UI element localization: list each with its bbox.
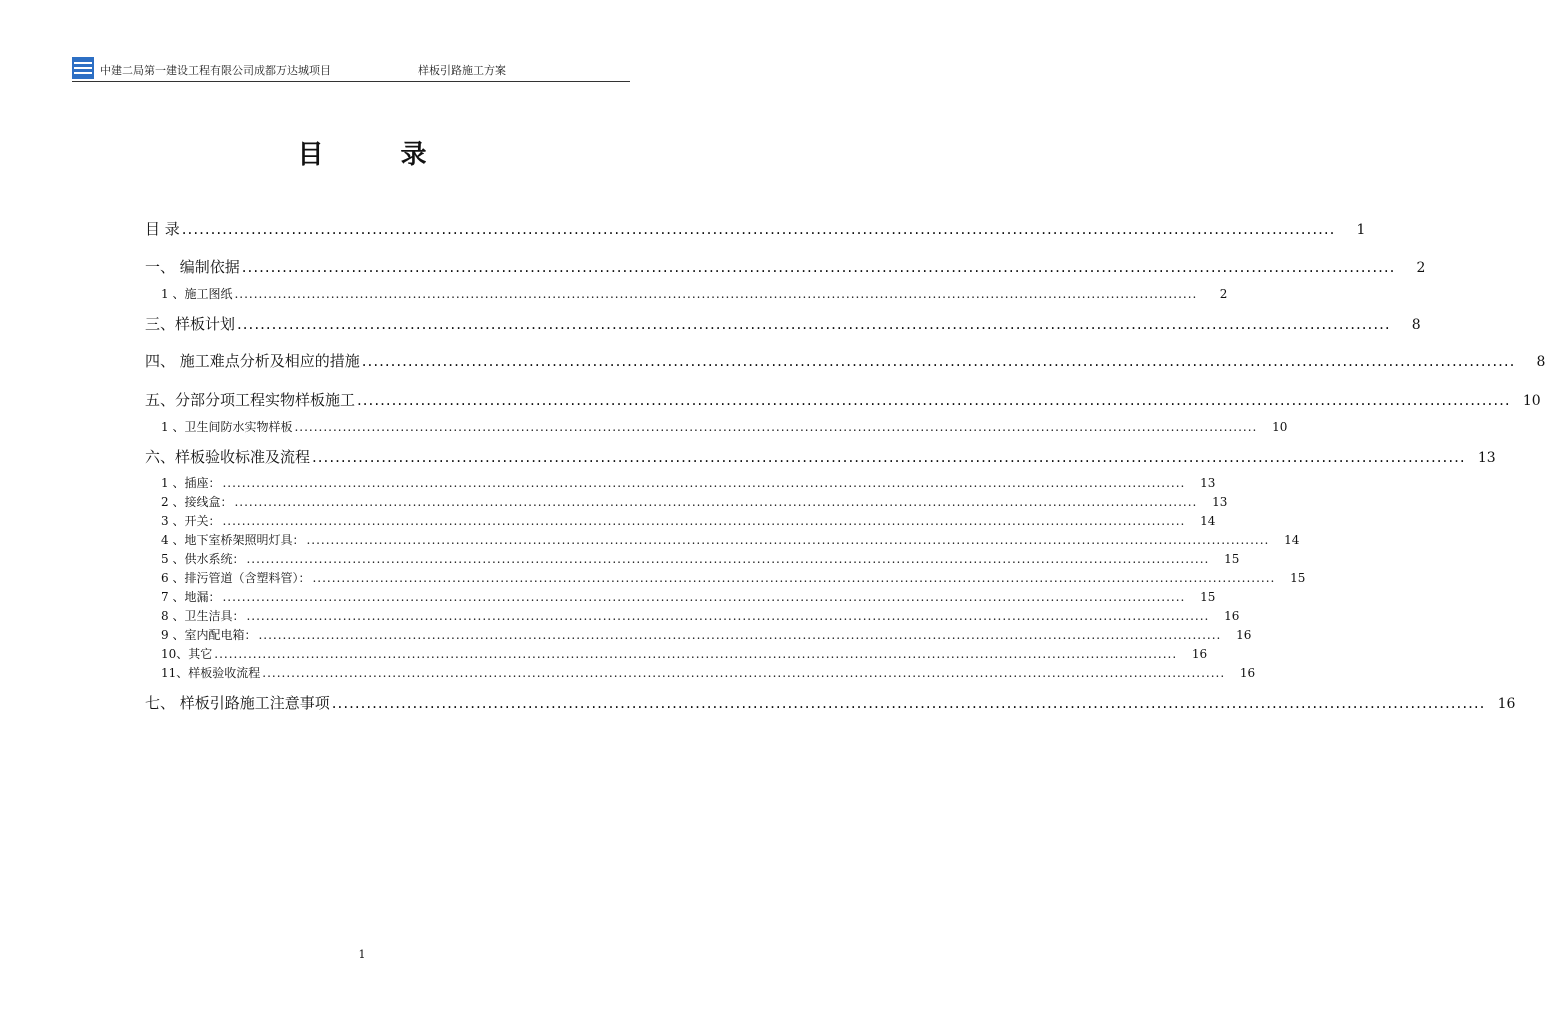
toc-entry-label: 六、样板验收标准及流程 <box>145 448 311 466</box>
toc-entry-page: 13 <box>1200 476 1216 490</box>
toc-entry-label: 四、 施工难点分析及相应的措施 <box>145 352 360 370</box>
header-document-title: 样板引路施工方案 <box>418 64 506 77</box>
toc-dot-leader: ........................................................................................................................................................................................................ <box>262 666 1226 680</box>
toc-dot-leader: ........................................................................................................................................................................................................ <box>361 352 1516 370</box>
toc-entry-page: 16 <box>1236 628 1252 642</box>
toc-entry-label: 10、其它 <box>161 647 213 661</box>
toc-entry-page: 10 <box>1272 420 1288 434</box>
toc-entry[interactable] <box>161 531 1300 548</box>
toc-entry-page: 2 <box>1416 260 1426 276</box>
toc-entry-label: 一、 编制依据 <box>145 258 240 276</box>
toc-entry-label: 三、样板计划 <box>145 315 236 333</box>
toc-entry-label: 目 录 <box>145 220 180 238</box>
toc-entry-label: 8 、卫生洁具： <box>161 609 245 623</box>
toc-entry[interactable] <box>161 588 1216 605</box>
toc-entry[interactable] <box>161 474 1216 491</box>
toc-entry-page: 1 <box>1356 222 1366 238</box>
toc-entry-page: 14 <box>1200 514 1216 528</box>
toc-entry-label: 11、样板验收流程 <box>161 666 261 680</box>
header-divider <box>72 81 630 82</box>
toc-entry-page: 13 <box>1477 450 1496 466</box>
toc-dot-leader: ........................................................................................................................................................................................................ <box>357 391 1511 409</box>
toc-entry-page: 10 <box>1522 393 1541 409</box>
toc-entry-label: 4 、地下室桥架照明灯具： <box>161 533 305 547</box>
toc-dot-leader: ........................................................................................................................................................................................................ <box>312 448 1466 466</box>
header-company-name: 中建二局第一建设工程有限公司成都万达城项目 <box>100 64 331 77</box>
toc-dot-leader: ........................................................................................................................................................................................................ <box>246 609 1210 623</box>
toc-dot-leader: ........................................................................................................................................................................................................ <box>222 590 1186 604</box>
toc-entry[interactable] <box>145 256 1426 277</box>
toc-entry-page: 16 <box>1224 609 1240 623</box>
toc-dot-leader: ........................................................................................................................................................................................................ <box>246 552 1210 566</box>
toc-entry[interactable] <box>145 692 1516 713</box>
toc-entry[interactable] <box>161 664 1256 681</box>
toc-entry[interactable] <box>161 607 1240 624</box>
toc-entry-page: 16 <box>1191 647 1208 661</box>
toc-dot-leader: ........................................................................................................................................................................................................ <box>181 220 1336 238</box>
toc-dot-leader: ........................................................................................................................................................................................................ <box>234 287 1198 301</box>
toc-entry-page: 16 <box>1497 696 1516 712</box>
toc-entry-label: 3 、开关： <box>161 514 221 528</box>
company-logo-icon <box>72 57 94 79</box>
toc-dot-leader: ........................................................................................................................................................................................................ <box>306 533 1270 547</box>
toc-entry-label: 5 、供水系统： <box>161 552 245 566</box>
toc-entry-label: 6 、排污管道（含塑料管）： <box>161 571 311 585</box>
toc-entry-label: 五、分部分项工程实物样板施工 <box>145 391 356 409</box>
toc-dot-leader: ........................................................................................................................................................................................................ <box>241 258 1396 276</box>
page-title: 目 录 <box>297 140 461 170</box>
toc-dot-leader: ........................................................................................................................................................................................................ <box>312 571 1276 585</box>
toc-entry-label: 9 、室内配电箱： <box>161 628 257 642</box>
toc-dot-leader: ........................................................................................................................................................................................................ <box>214 647 1178 661</box>
footer-page-number: 1 <box>358 948 366 961</box>
toc-entry-label: 2 、接线盒： <box>161 495 233 509</box>
toc-entry-label: 1 、插座： <box>161 476 221 490</box>
toc-entry-page: 8 <box>1411 317 1421 333</box>
toc-dot-leader: ........................................................................................................................................................................................................ <box>222 514 1186 528</box>
toc-entry[interactable] <box>161 285 1228 302</box>
toc-entry-page: 15 <box>1200 590 1216 604</box>
toc-entry-page: 13 <box>1212 495 1228 509</box>
toc-entry[interactable] <box>161 645 1208 662</box>
toc-entry-page: 16 <box>1239 666 1256 680</box>
toc-dot-leader: ........................................................................................................................................................................................................ <box>237 315 1391 333</box>
page-header <box>72 56 630 82</box>
toc-entry-page: 15 <box>1290 571 1306 585</box>
toc-entry[interactable] <box>145 218 1366 239</box>
toc-entry-page: 14 <box>1284 533 1300 547</box>
toc-entry[interactable] <box>145 389 1541 410</box>
toc-entry-label: 1 、卫生间防水实物样板 <box>161 420 293 434</box>
toc-dot-leader: ........................................................................................................................................................................................................ <box>222 476 1186 490</box>
toc-entry[interactable] <box>161 569 1306 586</box>
toc-entry-page: 15 <box>1224 552 1240 566</box>
toc-entry[interactable] <box>161 626 1252 643</box>
toc-entry[interactable] <box>161 512 1216 529</box>
toc-dot-leader: ........................................................................................................................................................................................................ <box>331 694 1486 712</box>
toc-entry-label: 7 、地漏： <box>161 590 221 604</box>
toc-dot-leader: ........................................................................................................................................................................................................ <box>294 420 1258 434</box>
toc-entry[interactable] <box>161 418 1288 435</box>
toc-entry[interactable] <box>145 446 1496 467</box>
toc-entry[interactable] <box>145 313 1421 334</box>
toc-entry[interactable] <box>161 550 1240 567</box>
toc-entry[interactable] <box>145 350 1545 371</box>
toc-entry-page: 8 <box>1536 354 1545 370</box>
toc-entry-label: 七、 样板引路施工注意事项 <box>145 694 330 712</box>
toc-dot-leader: ........................................................................................................................................................................................................ <box>258 628 1222 642</box>
toc-entry-page: 2 <box>1219 287 1228 301</box>
toc-dot-leader: ........................................................................................................................................................................................................ <box>234 495 1198 509</box>
toc-entry[interactable] <box>161 493 1228 510</box>
toc-entry-label: 1 、施工图纸 <box>161 287 233 301</box>
